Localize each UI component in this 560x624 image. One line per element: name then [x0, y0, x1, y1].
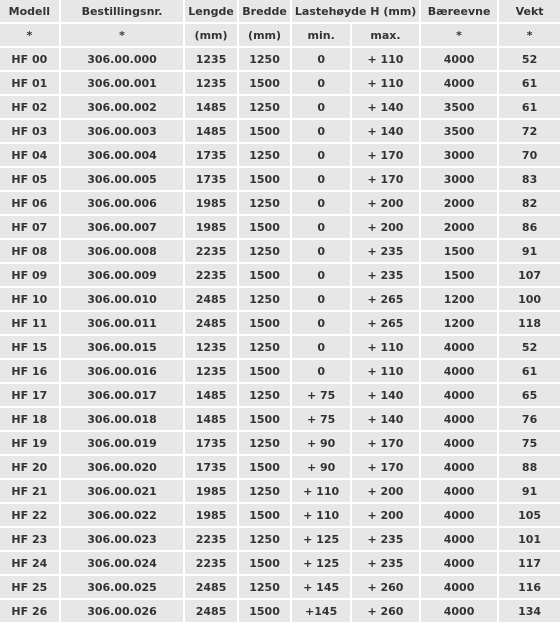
- cell-max: + 200: [352, 216, 419, 238]
- cell-vekt: 76: [499, 408, 560, 430]
- cell-lengde: 1485: [185, 384, 237, 406]
- header-bredde: Bredde: [239, 0, 291, 22]
- cell-max: + 235: [352, 528, 419, 550]
- cell-lengde: 1985: [185, 192, 237, 214]
- cell-modell: HF 15: [0, 336, 59, 358]
- cell-bredde: 1250: [239, 288, 291, 310]
- cell-bredde: 1500: [239, 504, 291, 526]
- cell-bestillingsnr: 306.00.004: [61, 144, 184, 166]
- cell-min: 0: [292, 48, 350, 70]
- cell-bredde: 1250: [239, 96, 291, 118]
- table-row: [0, 456, 560, 478]
- cell-bredde: 1500: [239, 264, 291, 286]
- cell-bestillingsnr: 306.00.023: [61, 528, 184, 550]
- cell-baereevne: 4000: [421, 456, 497, 478]
- cell-bredde: 1250: [239, 240, 291, 262]
- cell-vekt: 118: [499, 312, 560, 334]
- cell-vekt: 61: [499, 72, 560, 94]
- cell-min: + 75: [292, 384, 350, 406]
- cell-min: 0: [292, 288, 350, 310]
- cell-min: + 145: [292, 576, 350, 598]
- header-vekt: Vekt: [499, 0, 560, 22]
- cell-bestillingsnr: 306.00.018: [61, 408, 184, 430]
- table-row: [0, 216, 560, 238]
- cell-min: +145: [292, 600, 350, 622]
- subheader-vekt: *: [499, 24, 560, 46]
- cell-vekt: 65: [499, 384, 560, 406]
- cell-bestillingsnr: 306.00.002: [61, 96, 184, 118]
- subheader-min: min.: [292, 24, 350, 46]
- cell-min: 0: [292, 336, 350, 358]
- cell-min: 0: [292, 144, 350, 166]
- cell-vekt: 61: [499, 96, 560, 118]
- cell-modell: HF 10: [0, 288, 59, 310]
- cell-min: + 90: [292, 456, 350, 478]
- cell-bestillingsnr: 306.00.015: [61, 336, 184, 358]
- header-bestillingsnr: Bestillingsnr.: [61, 0, 184, 22]
- cell-max: + 140: [352, 384, 419, 406]
- cell-min: 0: [292, 360, 350, 382]
- cell-lengde: 2235: [185, 552, 237, 574]
- cell-vekt: 83: [499, 168, 560, 190]
- cell-lengde: 2235: [185, 528, 237, 550]
- cell-baereevne: 3000: [421, 168, 497, 190]
- cell-lengde: 2235: [185, 240, 237, 262]
- cell-min: + 75: [292, 408, 350, 430]
- cell-bredde: 1250: [239, 48, 291, 70]
- cell-max: + 200: [352, 480, 419, 502]
- cell-max: + 170: [352, 456, 419, 478]
- subheader-lengde-unit: (mm): [185, 24, 237, 46]
- cell-max: + 140: [352, 96, 419, 118]
- cell-min: 0: [292, 120, 350, 142]
- cell-baereevne: 4000: [421, 600, 497, 622]
- cell-bestillingsnr: 306.00.020: [61, 456, 184, 478]
- cell-modell: HF 00: [0, 48, 59, 70]
- table-row: [0, 360, 560, 382]
- table-row: [0, 312, 560, 334]
- cell-vekt: 61: [499, 360, 560, 382]
- cell-max: + 265: [352, 288, 419, 310]
- cell-bestillingsnr: 306.00.016: [61, 360, 184, 382]
- subheader-bredde-unit: (mm): [239, 24, 291, 46]
- cell-modell: HF 08: [0, 240, 59, 262]
- cell-modell: HF 24: [0, 552, 59, 574]
- cell-vekt: 101: [499, 528, 560, 550]
- cell-modell: HF 01: [0, 72, 59, 94]
- table-row: [0, 432, 560, 454]
- cell-lengde: 1485: [185, 120, 237, 142]
- cell-baereevne: 4000: [421, 552, 497, 574]
- cell-min: 0: [292, 240, 350, 262]
- cell-lengde: 2485: [185, 312, 237, 334]
- cell-vekt: 100: [499, 288, 560, 310]
- cell-vekt: 52: [499, 336, 560, 358]
- table-row: [0, 408, 560, 430]
- table-row: [0, 96, 560, 118]
- cell-min: + 110: [292, 504, 350, 526]
- table-row: [0, 384, 560, 406]
- cell-lengde: 1235: [185, 48, 237, 70]
- cell-modell: HF 03: [0, 120, 59, 142]
- header-baereevne: Bæreevne: [421, 0, 497, 22]
- cell-min: 0: [292, 216, 350, 238]
- cell-lengde: 1735: [185, 144, 237, 166]
- cell-baereevne: 4000: [421, 576, 497, 598]
- cell-bestillingsnr: 306.00.001: [61, 72, 184, 94]
- cell-max: + 110: [352, 72, 419, 94]
- cell-baereevne: 1200: [421, 288, 497, 310]
- header-modell: Modell: [0, 0, 59, 22]
- cell-max: + 110: [352, 336, 419, 358]
- cell-baereevne: 4000: [421, 408, 497, 430]
- cell-bredde: 1500: [239, 456, 291, 478]
- cell-bestillingsnr: 306.00.019: [61, 432, 184, 454]
- cell-max: + 235: [352, 264, 419, 286]
- table-row: [0, 168, 560, 190]
- cell-bestillingsnr: 306.00.024: [61, 552, 184, 574]
- cell-baereevne: 4000: [421, 336, 497, 358]
- cell-bredde: 1250: [239, 528, 291, 550]
- cell-modell: HF 21: [0, 480, 59, 502]
- cell-max: + 170: [352, 432, 419, 454]
- cell-lengde: 2485: [185, 576, 237, 598]
- cell-max: + 235: [352, 240, 419, 262]
- cell-vekt: 82: [499, 192, 560, 214]
- cell-min: 0: [292, 192, 350, 214]
- cell-bestillingsnr: 306.00.000: [61, 48, 184, 70]
- cell-vekt: 91: [499, 480, 560, 502]
- cell-modell: HF 04: [0, 144, 59, 166]
- cell-max: + 260: [352, 576, 419, 598]
- cell-lengde: 1985: [185, 216, 237, 238]
- cell-bestillingsnr: 306.00.025: [61, 576, 184, 598]
- cell-bestillingsnr: 306.00.005: [61, 168, 184, 190]
- cell-modell: HF 18: [0, 408, 59, 430]
- cell-baereevne: 2000: [421, 192, 497, 214]
- subheader-bestillingsnr: *: [61, 24, 184, 46]
- subheader-max: max.: [352, 24, 419, 46]
- cell-baereevne: 3500: [421, 120, 497, 142]
- cell-bredde: 1500: [239, 216, 291, 238]
- cell-bredde: 1500: [239, 312, 291, 334]
- cell-vekt: 52: [499, 48, 560, 70]
- cell-vekt: 86: [499, 216, 560, 238]
- cell-bredde: 1250: [239, 576, 291, 598]
- cell-vekt: 70: [499, 144, 560, 166]
- cell-vekt: 105: [499, 504, 560, 526]
- cell-vekt: 91: [499, 240, 560, 262]
- cell-bestillingsnr: 306.00.026: [61, 600, 184, 622]
- cell-max: + 265: [352, 312, 419, 334]
- table-row: [0, 528, 560, 550]
- cell-modell: HF 23: [0, 528, 59, 550]
- table-row: [0, 264, 560, 286]
- cell-lengde: 1235: [185, 360, 237, 382]
- cell-bestillingsnr: 306.00.008: [61, 240, 184, 262]
- cell-min: 0: [292, 264, 350, 286]
- table-subheader-row: [0, 24, 560, 46]
- cell-lengde: 1735: [185, 168, 237, 190]
- cell-bredde: 1250: [239, 384, 291, 406]
- cell-lengde: 1985: [185, 504, 237, 526]
- subheader-baereevne: *: [421, 24, 497, 46]
- table-row: [0, 48, 560, 70]
- cell-vekt: 134: [499, 600, 560, 622]
- cell-max: + 170: [352, 144, 419, 166]
- cell-baereevne: 4000: [421, 504, 497, 526]
- cell-lengde: 1735: [185, 456, 237, 478]
- cell-min: 0: [292, 312, 350, 334]
- cell-baereevne: 4000: [421, 72, 497, 94]
- cell-baereevne: 1200: [421, 312, 497, 334]
- table-row: [0, 504, 560, 526]
- cell-baereevne: 4000: [421, 432, 497, 454]
- table-row: [0, 288, 560, 310]
- cell-baereevne: 3500: [421, 96, 497, 118]
- header-lengde: Lengde: [185, 0, 237, 22]
- cell-bredde: 1250: [239, 336, 291, 358]
- subheader-modell: *: [0, 24, 59, 46]
- table-row: [0, 120, 560, 142]
- cell-modell: HF 17: [0, 384, 59, 406]
- cell-lengde: 1235: [185, 336, 237, 358]
- table-row: [0, 72, 560, 94]
- cell-lengde: 2235: [185, 264, 237, 286]
- cell-max: + 140: [352, 408, 419, 430]
- table-row: [0, 600, 560, 622]
- cell-bredde: 1500: [239, 120, 291, 142]
- cell-bestillingsnr: 306.00.010: [61, 288, 184, 310]
- table-row: [0, 144, 560, 166]
- cell-modell: HF 05: [0, 168, 59, 190]
- cell-lengde: 2485: [185, 600, 237, 622]
- cell-bestillingsnr: 306.00.021: [61, 480, 184, 502]
- cell-modell: HF 25: [0, 576, 59, 598]
- cell-bredde: 1250: [239, 432, 291, 454]
- cell-vekt: 88: [499, 456, 560, 478]
- cell-bredde: 1500: [239, 600, 291, 622]
- cell-modell: HF 16: [0, 360, 59, 382]
- cell-baereevne: 4000: [421, 384, 497, 406]
- cell-lengde: 2485: [185, 288, 237, 310]
- table-row: [0, 576, 560, 598]
- cell-lengde: 1485: [185, 408, 237, 430]
- cell-baereevne: 1500: [421, 240, 497, 262]
- table-row: [0, 480, 560, 502]
- cell-min: + 125: [292, 552, 350, 574]
- cell-lengde: 1485: [185, 96, 237, 118]
- cell-bestillingsnr: 306.00.017: [61, 384, 184, 406]
- cell-bredde: 1500: [239, 72, 291, 94]
- cell-baereevne: 4000: [421, 48, 497, 70]
- cell-bredde: 1250: [239, 192, 291, 214]
- cell-max: + 140: [352, 120, 419, 142]
- cell-min: 0: [292, 72, 350, 94]
- table-row: [0, 336, 560, 358]
- cell-vekt: 117: [499, 552, 560, 574]
- cell-max: + 110: [352, 360, 419, 382]
- header-lastehoyde: Lastehøyde H (mm): [292, 0, 419, 22]
- cell-baereevne: 4000: [421, 528, 497, 550]
- cell-bestillingsnr: 306.00.003: [61, 120, 184, 142]
- cell-vekt: 72: [499, 120, 560, 142]
- cell-modell: HF 07: [0, 216, 59, 238]
- cell-max: + 260: [352, 600, 419, 622]
- cell-baereevne: 4000: [421, 480, 497, 502]
- cell-bestillingsnr: 306.00.007: [61, 216, 184, 238]
- table-row: [0, 552, 560, 574]
- cell-min: 0: [292, 96, 350, 118]
- cell-lengde: 1235: [185, 72, 237, 94]
- cell-modell: HF 19: [0, 432, 59, 454]
- cell-modell: HF 11: [0, 312, 59, 334]
- cell-vekt: 116: [499, 576, 560, 598]
- cell-bestillingsnr: 306.00.009: [61, 264, 184, 286]
- cell-min: + 90: [292, 432, 350, 454]
- cell-modell: HF 06: [0, 192, 59, 214]
- cell-bredde: 1500: [239, 360, 291, 382]
- cell-bestillingsnr: 306.00.022: [61, 504, 184, 526]
- cell-modell: HF 20: [0, 456, 59, 478]
- cell-lengde: 1985: [185, 480, 237, 502]
- table-row: [0, 240, 560, 262]
- cell-bredde: 1250: [239, 480, 291, 502]
- cell-baereevne: 3000: [421, 144, 497, 166]
- cell-min: + 125: [292, 528, 350, 550]
- cell-lengde: 1735: [185, 432, 237, 454]
- cell-max: + 235: [352, 552, 419, 574]
- cell-bredde: 1500: [239, 408, 291, 430]
- table-header-row: [0, 0, 560, 22]
- cell-min: 0: [292, 168, 350, 190]
- cell-modell: HF 09: [0, 264, 59, 286]
- cell-vekt: 75: [499, 432, 560, 454]
- table-row: [0, 192, 560, 214]
- cell-bredde: 1250: [239, 144, 291, 166]
- cell-modell: HF 02: [0, 96, 59, 118]
- cell-baereevne: 4000: [421, 360, 497, 382]
- cell-vekt: 107: [499, 264, 560, 286]
- cell-modell: HF 22: [0, 504, 59, 526]
- cell-baereevne: 2000: [421, 216, 497, 238]
- cell-max: + 200: [352, 504, 419, 526]
- cell-modell: HF 26: [0, 600, 59, 622]
- cell-bestillingsnr: 306.00.006: [61, 192, 184, 214]
- cell-max: + 170: [352, 168, 419, 190]
- cell-bestillingsnr: 306.00.011: [61, 312, 184, 334]
- cell-max: + 200: [352, 192, 419, 214]
- cell-max: + 110: [352, 48, 419, 70]
- cell-min: + 110: [292, 480, 350, 502]
- cell-bredde: 1500: [239, 552, 291, 574]
- cell-baereevne: 1500: [421, 264, 497, 286]
- cell-bredde: 1500: [239, 168, 291, 190]
